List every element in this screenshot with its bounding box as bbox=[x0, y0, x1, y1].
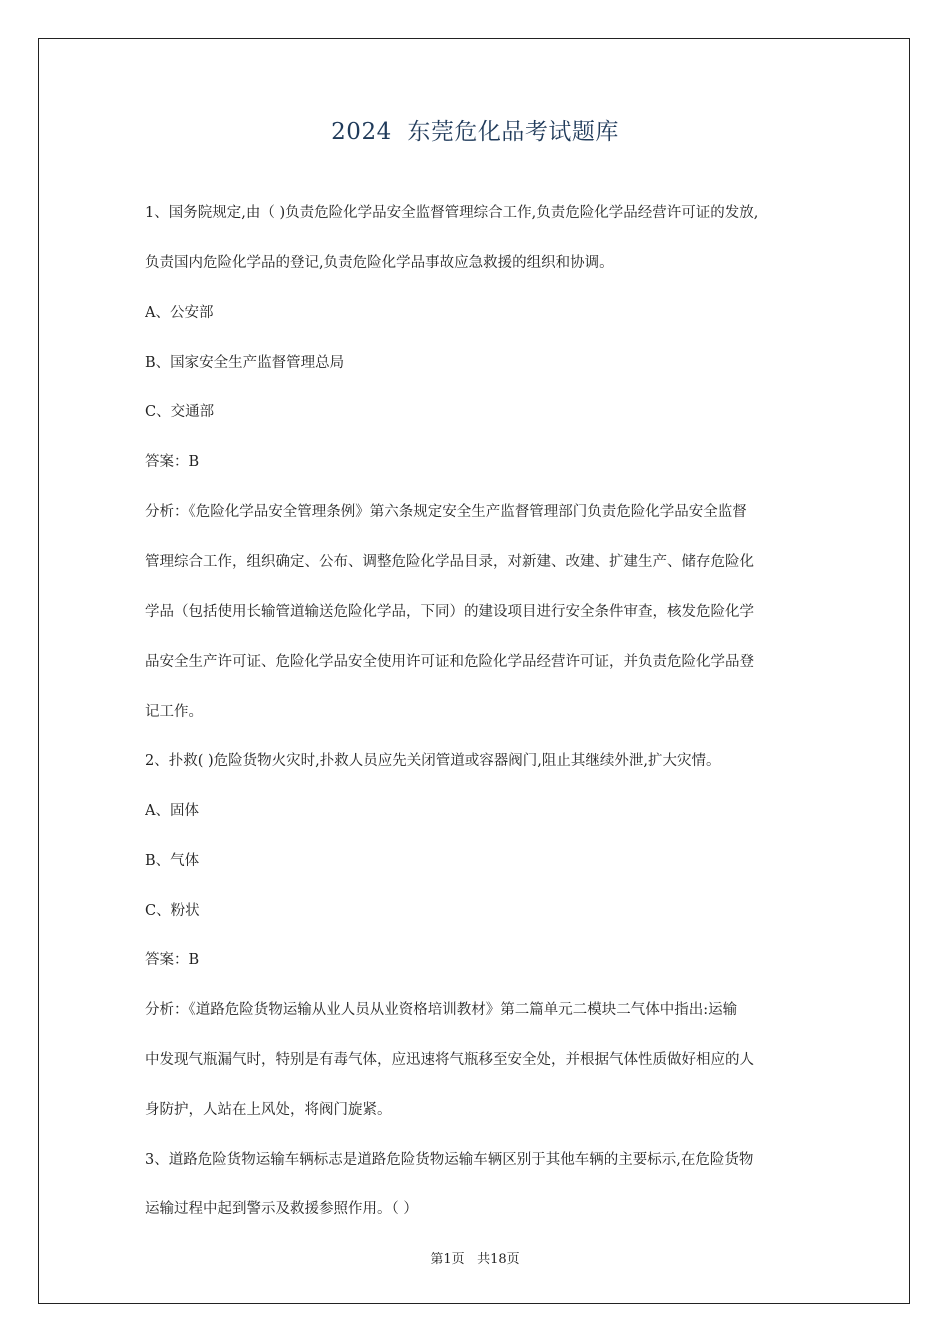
question-1-option-c: C、交通部 bbox=[145, 404, 215, 420]
question-1-analysis-line-1: 分析：《危险化学品安全管理条例》第六条规定安全生产监督管理部门负责危险化学品安全监督 bbox=[145, 504, 747, 520]
question-1-text-line-2: 负责国内危险化学品的登记,负责危险化学品事故应急救援的组织和协调。 bbox=[145, 255, 614, 271]
question-2-analysis-line-3: 身防护，人站在上风处，将阀门旋紧。 bbox=[145, 1102, 392, 1118]
question-2-option-b: B、气体 bbox=[145, 853, 200, 869]
question-1-analysis-line-4: 品安全生产许可证、危险化学品安全使用许可证和危险化学品经营许可证，并负责危险化学品登 bbox=[145, 654, 754, 670]
question-2-option-a: A、固体 bbox=[145, 803, 199, 819]
question-2-answer: 答案：B bbox=[145, 952, 200, 968]
question-1-option-b: B、国家安全生产监督管理总局 bbox=[145, 355, 345, 371]
question-3-text-line-1: 3、道路危险货物运输车辆标志是道路危险货物运输车辆区别于其他车辆的主要标示,在危险货物 bbox=[145, 1152, 754, 1168]
question-2-option-c: C、粉状 bbox=[145, 903, 200, 919]
document-title: 2024 东莞危化品考试题库 bbox=[331, 119, 619, 145]
question-1-analysis-line-2: 管理综合工作，组织确定、公布、调整危险化学品目录，对新建、改建、扩建生产、储存危险化 bbox=[145, 554, 754, 570]
question-2-text: 2、扑救( )危险货物火灾时,扑救人员应先关闭管道或容器阀门,阻止其继续外泄,扩大灾情。 bbox=[145, 753, 721, 769]
question-3-text-line-2: 运输过程中起到警示及救援参照作用。（ ） bbox=[145, 1201, 418, 1217]
page-total: 共18页 bbox=[477, 1252, 520, 1267]
question-2-analysis-line-1: 分析：《道路危险货物运输从业人员从业资格培训教材》第二篇单元二模块二气体中指出:运输 bbox=[145, 1002, 738, 1018]
question-1-option-a: A、公安部 bbox=[145, 305, 214, 321]
page-footer bbox=[0, 1248, 950, 1267]
question-1-answer: 答案：B bbox=[145, 454, 200, 470]
question-1-text-line-1: 1、国务院规定,由（ )负责危险化学品安全监督管理综合工作,负责危险化学品经营许可证的发放, bbox=[145, 205, 759, 221]
question-2-analysis-line-2: 中发现气瓶漏气时，特别是有毒气体，应迅速将气瓶移至安全处，并根据气体性质做好相应的人 bbox=[145, 1052, 754, 1068]
page-number: 第1页 bbox=[430, 1252, 465, 1267]
question-1-analysis-line-5: 记工作。 bbox=[145, 704, 203, 720]
question-1-analysis-line-3: 学品（包括使用长输管道输送危险化学品，下同）的建设项目进行安全条件审查，核发危险化学 bbox=[145, 604, 754, 620]
